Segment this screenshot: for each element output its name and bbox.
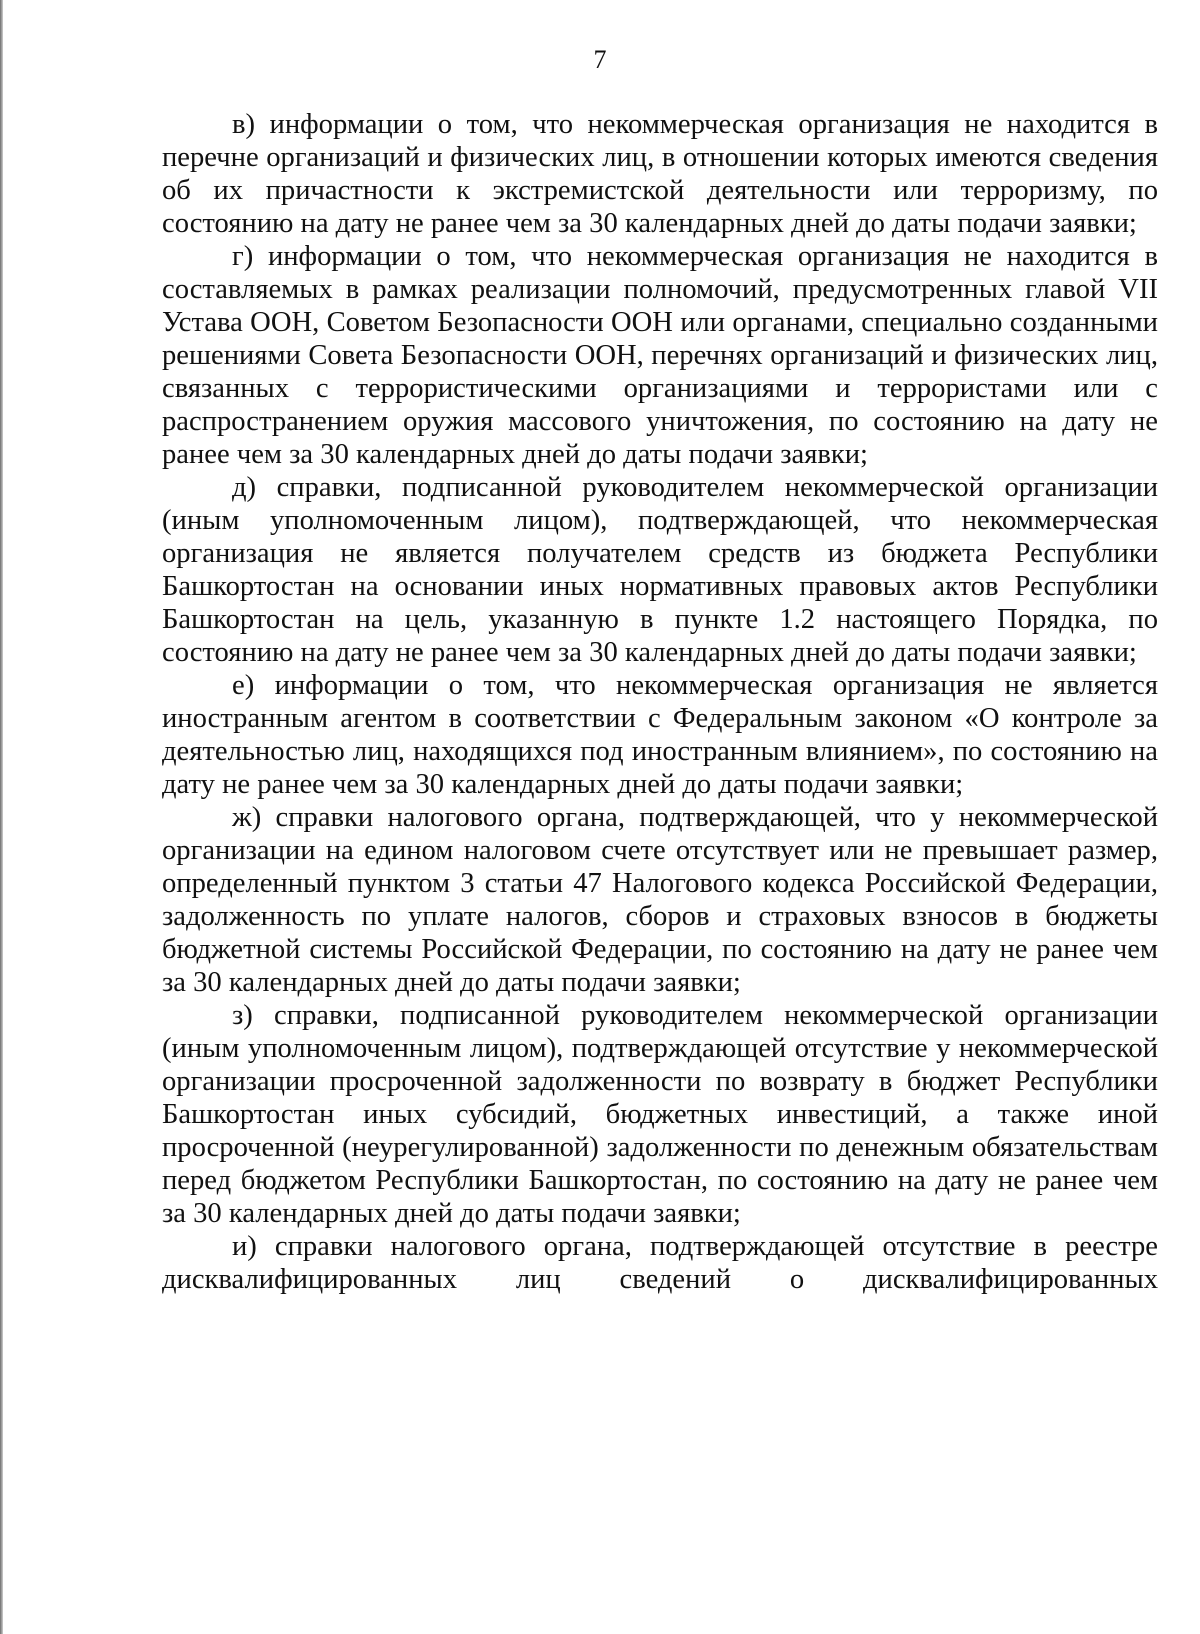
paragraph-d: д) справки, подписанной руководителем некоммерческой организации (иным уполномоченным лицом), подтверждающей, что некоммерческая организация не является получателем средств из бюджета Республики Башкортостан на основании иных нормативных правовых актов Республики Башкортостан на цель, указанную в пункте 1.2 настоящего Порядка, по состоянию на дату не ранее чем за 30 календарных дней до даты подачи заявки;: [162, 472, 1158, 668]
page-number: 7: [593, 45, 607, 74]
paragraph-v: в) информации о том, что некоммерческая организация не находится в перечне организаций и физических лиц, в отношении которых имеются сведения об их причастности к экстремистской деятельности или терроризму, по состоянию на дату не ранее чем за 30 календарных дней до даты подачи заявки;: [162, 109, 1158, 239]
scan-left-edge: [0, 0, 3, 1634]
paragraph-z: з) справки, подписанной руководителем некоммерческой организации (иным уполномоченным лицом), подтверждающей отсутствие у некоммерческой организации просроченной задолженности по возврату в бюджет Республики Башкортостан иных субсидий, бюджетных инвестиций, а также иной просроченной (неурегулированной) задолженности по денежным обязательствам перед бюджетом Республики Башкортостан, по состоянию на дату не ранее чем за 30 календарных дней до даты подачи заявки;: [162, 1000, 1158, 1229]
paragraph-zh: ж) справки налогового органа, подтверждающей, что у некоммерческой организации на едином налоговом счете отсутствует или не превышает размер, определенный пунктом 3 статьи 47 Налогового кодекса Российской Федерации, задолженность по уплате налогов, сборов и страховых взносов в бюджеты бюджетной системы Российской Федерации, по состоянию на дату не ранее чем за 30 календарных дней до даты подачи заявки;: [162, 802, 1158, 998]
paragraph-i: и) справки налогового органа, подтверждающей отсутствие в реестре дисквалифицированных лиц сведений о дисквалифицированных: [162, 1231, 1158, 1295]
paragraph-e: е) информации о том, что некоммерческая организация не является иностранным агентом в соответствии с Федеральным законом «О контроле за деятельностью лиц, находящихся под иностранным влиянием», по состоянию на дату не ранее чем за 30 календарных дней до даты подачи заявки;: [162, 670, 1158, 800]
paragraph-g: г) информации о том, что некоммерческая организация не находится в составляемых в рамках реализации полномочий, предусмотренных главой VII Устава ООН, Советом Безопасности ООН или органами, специально созданными решениями Совета Безопасности ООН, перечнях организаций и физических лиц, связанных с террористическими организациями и террористами или с распространением оружия массового уничтожения, по состоянию на дату не ранее чем за 30 календарных дней до даты подачи заявки;: [162, 241, 1158, 470]
document-body: [162, 108, 1158, 1296]
